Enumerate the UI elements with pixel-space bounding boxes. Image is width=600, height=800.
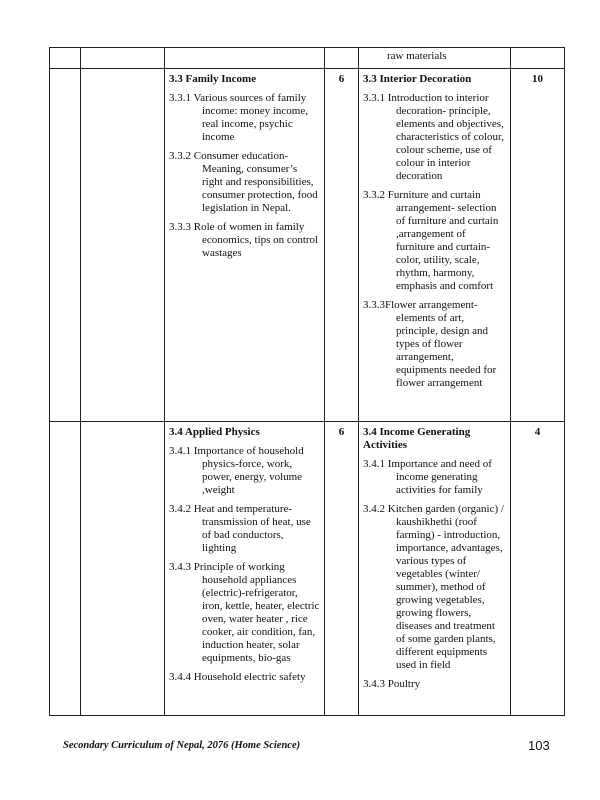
unit-items	[363, 92, 506, 390]
unit-cell	[359, 422, 511, 716]
hours-cell: 10	[511, 69, 565, 422]
table-cell	[50, 69, 81, 422]
table-row	[50, 48, 565, 69]
unit-heading: 3.3 Family Income	[169, 73, 257, 85]
list-item: 3.3.2 Furniture and curtain arrangement- selection of furniture and curtain ,arrangement of furniture and curtain- color, utility, scale, rhythm, harmony, emphasis and comfort	[363, 189, 499, 292]
curriculum-table	[49, 47, 565, 716]
list-item: 3.4.1 Importance of household physics-force, work, power, energy, volume ,weight	[169, 445, 304, 496]
list-item: 3.3.3Flower arrangement- elements of art, principle, design and types of flower arrangement, equipments needed for flower arrangement	[363, 299, 497, 389]
table-row	[50, 422, 565, 716]
table-cell	[50, 422, 81, 716]
table-cell	[81, 422, 165, 716]
hours-cell: 4	[511, 422, 565, 716]
list-item: 3.4.4 Household electric safety	[169, 671, 306, 683]
unit-cell	[165, 69, 325, 422]
unit-items	[169, 92, 320, 260]
footer-title: Secondary Curriculum of Nepal, 2076 (Home Science)	[63, 740, 301, 751]
table-cell	[81, 48, 165, 69]
list-item: 3.3.2 Consumer education- Meaning, consumer’s right and responsibilities, consumer protection, food legislation in Nepal.	[169, 150, 318, 214]
unit-items	[169, 445, 320, 684]
list-item: 3.3.3 Role of women in family economics, tips on control wastages	[169, 221, 319, 259]
unit-items	[363, 458, 506, 691]
unit-cell	[359, 69, 511, 422]
hours-cell: 6	[325, 69, 359, 422]
unit-heading: 3.4 Income Generating Activities	[363, 426, 471, 451]
list-item: 3.3.1 Various sources of family income: money income, real income, psychic income	[169, 92, 308, 143]
table-row	[50, 69, 565, 422]
list-item: 3.4.3 Principle of working household appliances (electric)-refrigerator, iron, kettle, heater, electric oven, water heater , rice cooker, air condition, fan, induction heater, solar equipments, bio-gas	[169, 561, 320, 664]
list-item: 3.4.2 Heat and temperature- transmission of heat, use of bad conductors, lighting	[169, 503, 311, 554]
cell-text: raw materials	[387, 50, 447, 62]
unit-heading: 3.3 Interior Decoration	[363, 73, 472, 85]
page-number: 103	[528, 738, 550, 753]
hours-cell: 6	[325, 422, 359, 716]
unit-cell	[165, 422, 325, 716]
list-item: 3.3.1 Introduction to interior decoration- principle, elements and objectives, characteristics of colour, colour scheme, use of colour in interior decoration	[363, 92, 504, 182]
table-cell	[81, 69, 165, 422]
list-item: 3.4.3 Poultry	[363, 678, 421, 690]
list-item: 3.4.1 Importance and need of income generating activities for family	[363, 458, 492, 496]
table-cell	[325, 48, 359, 69]
unit-heading: 3.4 Applied Physics	[169, 426, 260, 438]
list-item: 3.4.2 Kitchen garden (organic) / kaushikhethi (roof farming) - introduction, importance, advantages, various types of vegetables (winter/ summer), method of growing vegetables, growing flowers, diseases and treatment of some garden plants, different equipments used in field	[363, 503, 504, 671]
table-cell	[165, 48, 325, 69]
table-cell	[359, 48, 511, 69]
table-cell	[50, 48, 81, 69]
table-cell	[511, 48, 565, 69]
